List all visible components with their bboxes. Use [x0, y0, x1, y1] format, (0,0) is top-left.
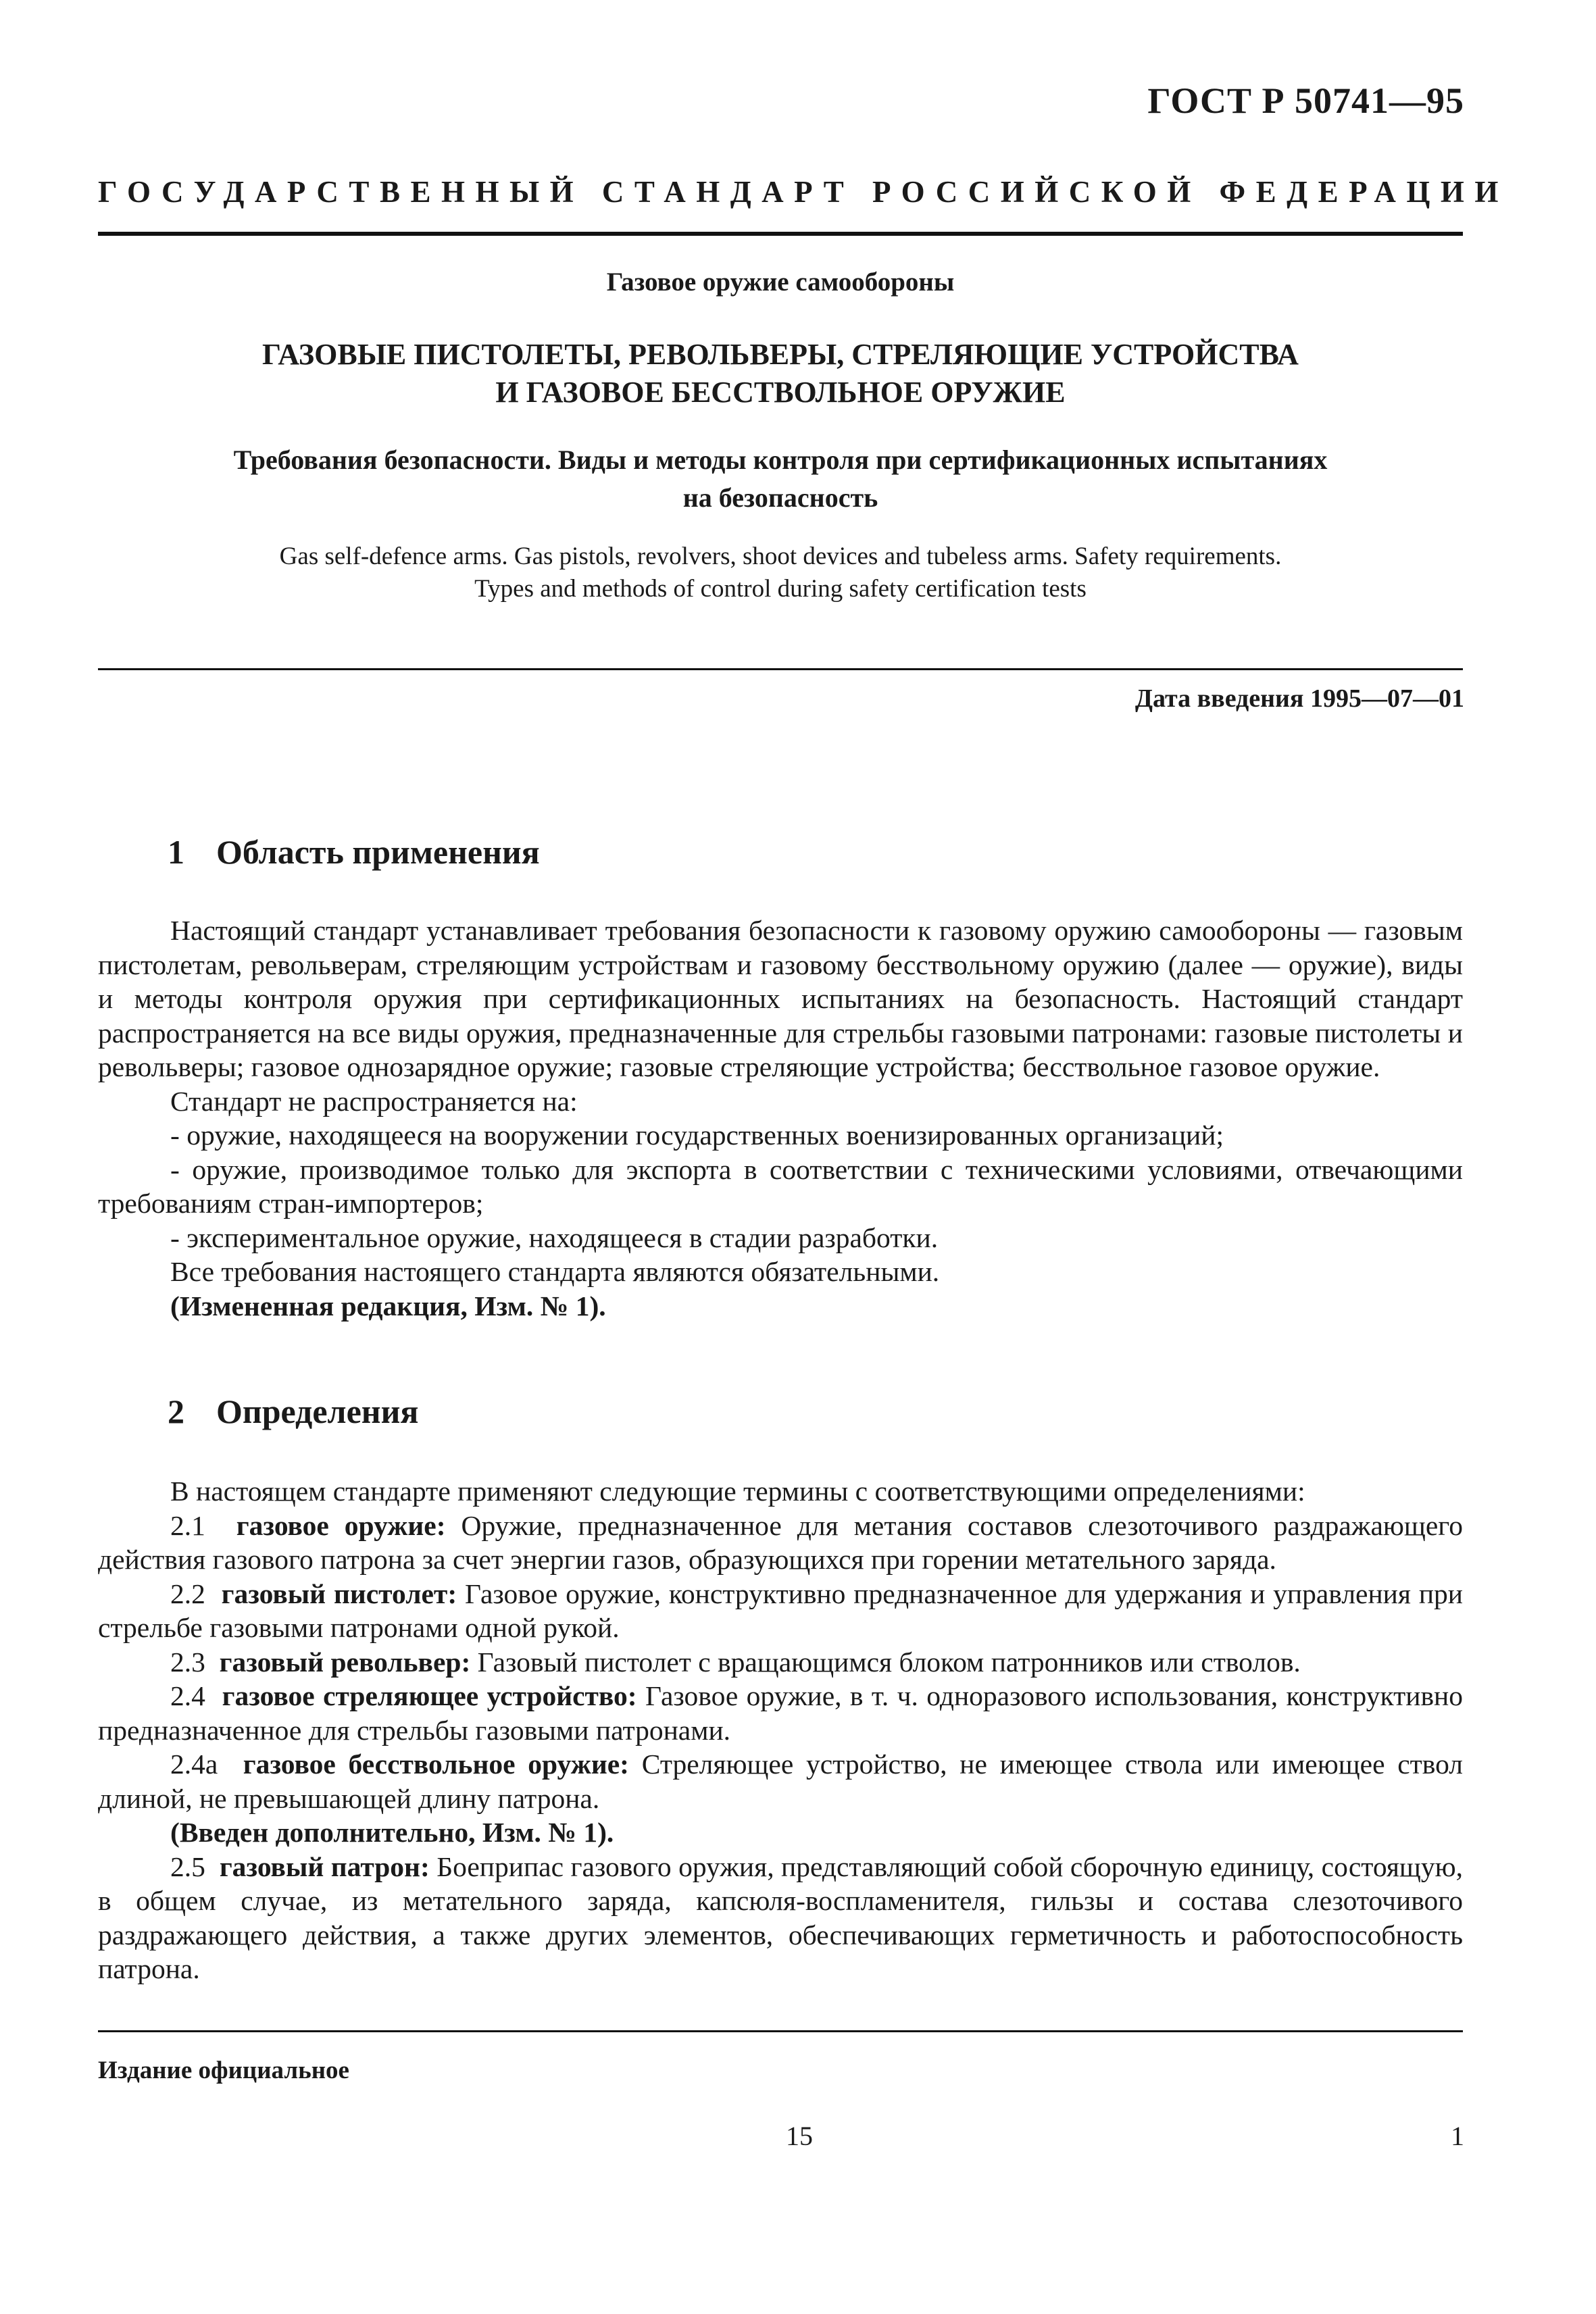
document-number: ГОСТ Р 50741—95: [1147, 80, 1464, 121]
definition-number: 2.4: [170, 1680, 205, 1711]
definition-item: [98, 1747, 1463, 1815]
section-heading-definitions: [168, 1392, 418, 1431]
amendment-note: (Измененная редакция, Изм. № 1).: [170, 1290, 606, 1322]
definition-number: 2.2: [170, 1578, 205, 1609]
introduction-date: Дата введения 1995—07—01: [1134, 684, 1464, 713]
definition-text: Стреляющее устройство, не имеющее ствола или имеющее ствол длиной, не превышающей длину патрона.: [98, 1749, 1464, 1814]
list-item: - оружие, производимое только для экспорта в соответствии с техническими условиями, отвечающими требованиям стран-импортеров;: [98, 1153, 1463, 1219]
definition-number: 2.3: [170, 1646, 205, 1678]
definition-term: газовый патрон:: [219, 1851, 430, 1882]
page-number-center: 15: [786, 2121, 813, 2151]
amendment-note: (Введен дополнительно, Изм. № 1).: [170, 1817, 614, 1848]
subtitle: [98, 441, 1463, 517]
definition-item: [98, 1509, 1463, 1577]
definition-item: [98, 1679, 1463, 1747]
series-title: Газовое оружие самообороны: [606, 268, 955, 297]
section-title: Область применения: [216, 833, 540, 871]
definition-term: газовый револьвер:: [219, 1646, 471, 1678]
definition-item: [98, 1577, 1463, 1645]
definition-item: [98, 1645, 1463, 1680]
paragraph: Настоящий стандарт устанавливает требования безопасности к газовому оружию самообороны — газовым пистолетам, револьверам, стреляющим устройствам и газовому бесствольному оружию (далее — оружие), виды и методы контроля оружия при сертификационных испытаниях на безопасность. Настоящий стандарт распространяется на все виды оружия, предназначенные для стрельбы газовыми патронами: газовые пистолеты и револьверы; газовое однозарядное оружие; газовые стреляющие устройства; бесствольное газовое оружие.: [98, 915, 1463, 1082]
section-number: 2: [168, 1392, 184, 1430]
definition-text: Газовое оружие, в т. ч. одноразового использования, конструктивно предназначенное для стрельбы газовыми патронами.: [98, 1680, 1464, 1746]
section-body-scope: [98, 913, 1463, 1323]
section-heading-scope: [168, 832, 540, 872]
title-divider: [98, 668, 1463, 670]
definition-item: [98, 1850, 1463, 1986]
english-title-line: Types and methods of control during safety certification tests: [474, 575, 1087, 603]
english-title: [98, 540, 1463, 605]
main-title: [98, 336, 1463, 411]
paragraph: Все требования настоящего стандарта являются обязательными.: [170, 1256, 940, 1287]
list-item: - экспериментальное оружие, находящееся в стадии разработки.: [170, 1222, 939, 1253]
paragraph: Стандарт не распространяется на:: [170, 1085, 578, 1117]
definition-text: Газовый пистолет с вращающимся блоком патронников или стволов.: [470, 1646, 1301, 1678]
definition-number: 2.5: [170, 1851, 205, 1882]
definition-term: газовое бесствольное оружие:: [243, 1749, 629, 1780]
definition-number: 2.4а: [170, 1749, 218, 1780]
definition-number: 2.1: [170, 1509, 205, 1541]
definition-text: Боеприпас газового оружия, представляющий собой сборочную единицу, состоящую, в общем случае, из метательного заряда, капсюля-воспламенителя, гильзы и состава слезоточивого раздражающего действия, а также других элементов, обеспечивающих герметичность и работоспособность патрона.: [98, 1851, 1463, 1984]
english-title-line: Gas self-defence arms. Gas pistols, revolvers, shoot devices and tubeless arms. Safety requirements.: [279, 543, 1282, 570]
footer-rule: [98, 2030, 1463, 2032]
section-title: Определения: [216, 1392, 419, 1430]
definition-term: газовое оружие:: [236, 1509, 446, 1541]
paragraph: В настоящем стандарте применяют следующие термины с соответствующими определениями:: [170, 1476, 1305, 1507]
definition-text: Оружие, предназначенное для метания составов слезоточивого раздражающего действия газового патрона за счет энергии газов, образующихся при горении метательного заряда.: [98, 1509, 1463, 1575]
page-number-right: 1: [1451, 2121, 1464, 2151]
definition-term: газовый пистолет:: [221, 1578, 457, 1609]
main-title-line: ГАЗОВЫЕ ПИСТОЛЕТЫ, РЕВОЛЬВЕРЫ, СТРЕЛЯЮЩИЕ УСТРОЙСТВА: [262, 338, 1299, 371]
subtitle-line: Требования безопасности. Виды и методы контроля при сертификационных испытаниях: [233, 445, 1328, 475]
main-title-line: И ГАЗОВОЕ БЕССТВОЛЬНОЕ ОРУЖИЕ: [495, 376, 1066, 409]
section-body-definitions: [98, 1474, 1463, 1986]
subtitle-line: на безопасность: [682, 482, 878, 513]
state-standard-banner: ГОСУДАРСТВЕННЫЙ СТАНДАРТ РОССИЙСКОЙ ФЕДЕРАЦИИ: [98, 175, 1509, 209]
definition-text: Газовое оружие, конструктивно предназначенное для удержания и управления при стрельбе газовыми патронами одной рукой.: [98, 1578, 1463, 1643]
edition-label: Издание официальное: [98, 2057, 349, 2084]
list-item: - оружие, находящееся на вооружении государственных военизированных организаций;: [170, 1120, 1224, 1151]
section-number: 1: [168, 833, 184, 871]
definition-term: газовое стреляющее устройство:: [222, 1680, 637, 1711]
header-rule: [98, 232, 1463, 236]
